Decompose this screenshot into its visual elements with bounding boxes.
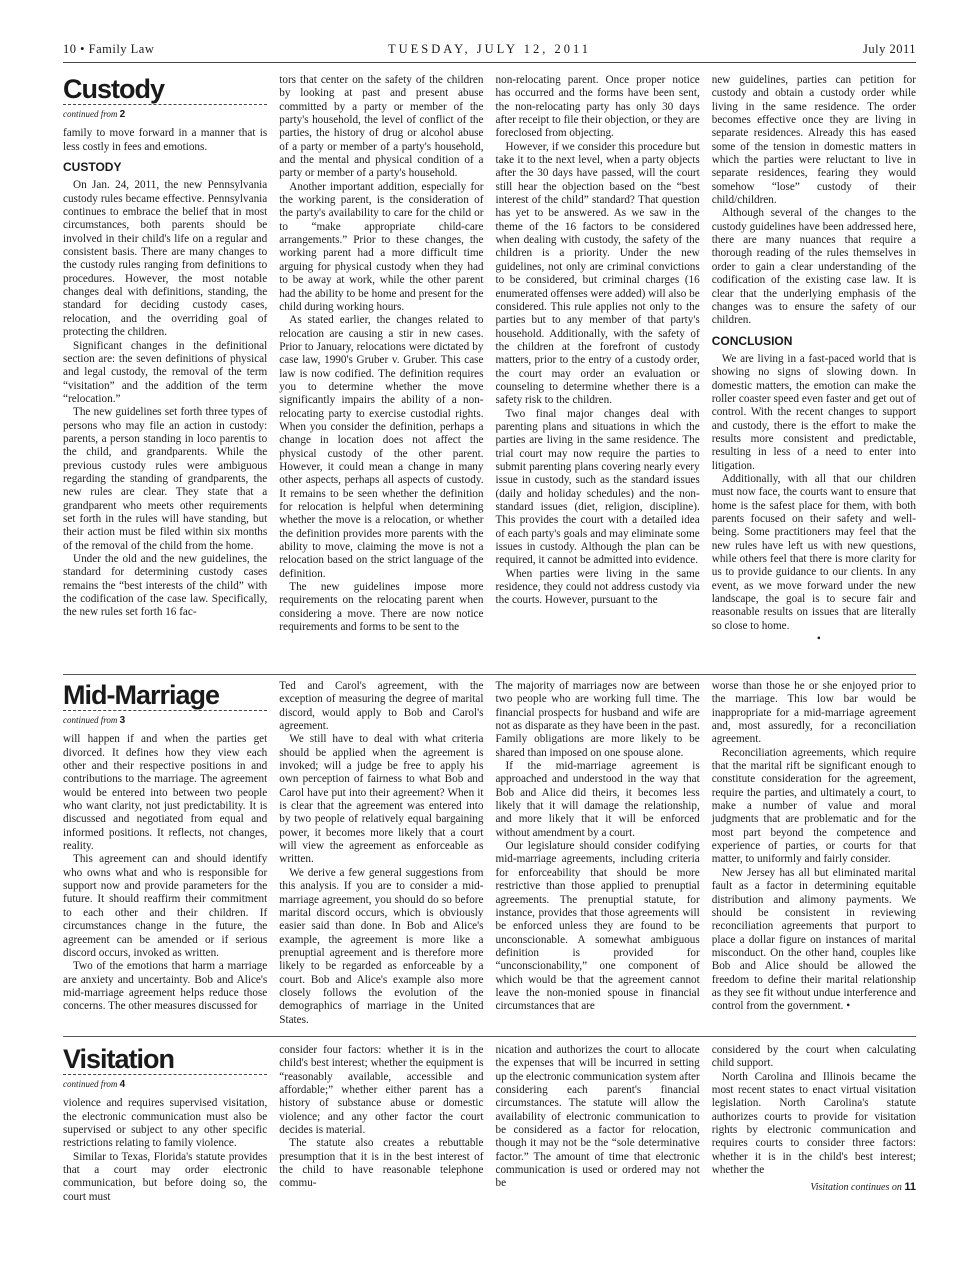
paragraph: worse than those he or she enjoyed prior to the marriage. This low bar would be inappropriate for a mid-marriage agreement and, most assuredly, for a reconciliation agreement. bbox=[711, 680, 916, 746]
custody-column-1 bbox=[63, 74, 267, 646]
header-issue: July 2011 bbox=[863, 42, 916, 56]
paragraph: will happen if and when the parties get divorced. It defines how they view each other and their respective positions in and contributions to the marriage. The agreement would be entered into between two people who want clarity, not just predictability. It is discussed and negotiated from equal and informed positions. It reflects, not changes, reality. bbox=[63, 733, 268, 853]
paragraph: We derive a few general suggestions from this analysis. If you are to consider a mid-marriage agreement, you should do so before marital discord occurs, which is obviously easier said than done. In Bob and Alice's example, the agreement is more like a prenuptial agreement and is therefore more likely to be regarded as enforceable by a court. Bob and Alice's example also more closely follows the evolution of the demographics of marriage in the United States. bbox=[279, 866, 484, 1026]
midmarriage-column-1 bbox=[63, 680, 267, 1027]
custody-column-2 bbox=[279, 74, 483, 646]
paragraph: New Jersey has all but eliminated marital fault as a factor in determining equitable distribution and alimony payments. We should be consistent in reviewing reconciliation agreements that purport to place a dollar figure on instances of marital misconduct. On the other hand, couples like Bob and Alice should be allowed the freedom to define their marital relationship as they see fit without undue interference and control from the government. • bbox=[711, 866, 916, 1013]
paragraph: The new guidelines impose more requirements on the relocating parent when considering a move. There are now notice requirements and forms to be sent to the bbox=[279, 581, 484, 634]
paragraph: Similar to Texas, Florida's statute provides that a court may order electronic communication, but before doing so, the court must bbox=[63, 1150, 268, 1203]
section-divider bbox=[63, 1036, 916, 1037]
paragraph: Two final major changes deal with parenting plans and situations in which the parties are living in the same residence. The trial court may now require the parties to submit parenting plans covering nearly every issue in custody, such as the standard issues (daily and holiday schedules) and the non-standard issues (diet, religion, discipline). This provides the court with a detailed idea of each party's goals and may eliminate some issues in custody. Although the plan can be required, it cannot be admitted into evidence. bbox=[495, 407, 700, 567]
midmarriage-column-3 bbox=[496, 680, 700, 1027]
paragraph: However, if we consider this procedure but take it to the next level, when a party objects after the 30 days have passed, will the court still hear the objection based on the “best interest of the child” standard? That question has yet to be answered. As we saw in the theme of the 16 factors to be considered when dealing with custody, the safety of the children is a priority. Under the new guidelines, not only are criminal convictions to be considered, but criminal charges (16 enumerated offenses were added) will also be considered. This rule applies not only to the parties but to any member of that party's household. Additionally, with the safety of the children at the forefront of custody matters, prior to the entry of a custody order, the court may order an evaluation or counseling to determine whether there is a safety risk to the children. bbox=[495, 140, 700, 407]
paragraph: violence and requires supervised visitation, the electronic communication must also be supervised or subject to any other specific restrictions relating to family violence. bbox=[63, 1097, 268, 1150]
paragraph: nication and authorizes the court to allocate the expenses that will be incurred in setting up the electronic communication system after considering each parent's financial circumstances. The statute will allow the availability of electronic communication to be considered as a factor for relocation, though it may not be the “sole determinative factor.” The amount of time that electronic communication is used or ordered may not be bbox=[495, 1044, 700, 1190]
paragraph: We are living in a fast-paced world that is showing no signs of slowing down. In domestic matters, the emotion can make the roller coaster speed even faster and get out of control. With the recent changes to support and custody, there is the effort to make the results more consistent and predictable, resulting in less of a need to enter into litigation. bbox=[711, 352, 916, 472]
paragraph: tors that center on the safety of the children by looking at past and present abuse committed by a party or member of the party's household, the level of conflict of the parties, the history of drug or alcohol abuse of a party or member of a party's household, and the mental and physical condition of a party or member of a party's household. bbox=[279, 74, 484, 180]
paragraph: new guidelines, parties can petition for custody and obtain a custody order while living in the same residence. The order becomes effective once they are living in separate residences. Already this has eased some of the tension in domestic matters in which the parties were reluctant to live in separate residences, fearing they would somehow “lose” custody of their child/children. bbox=[711, 74, 916, 207]
paragraph: The majority of marriages now are between two people who are working full time. The financial prospects for husband and wife are not as disparate as they have been in the past. Family obligations are more likely to be shared than imposed on one spouse alone. bbox=[495, 680, 700, 759]
visitation-title: Visitation bbox=[63, 1044, 175, 1074]
paragraph: Additionally, with all that our children must now face, the courts want to ensure that home is the safest place for them, with both parents focused on their safety and well-being. Some practitioners may feel that the new rules have left us with new questions, while others feel that there is more clarity for us to provide guidance to our clients. In any event, as we move forward under the new landscape, the goal is to secure fair and reasonable results on issues that are literally so close to home. bbox=[711, 472, 916, 632]
page-header bbox=[63, 40, 916, 63]
paragraph: When parties were living in the same residence, they could not address custody via the courts. However, pursuant to the bbox=[495, 567, 700, 607]
midmarriage-title: Mid-Marriage bbox=[63, 680, 220, 710]
visitation-article bbox=[63, 1044, 916, 1224]
continued-from-line: continued from 3 bbox=[63, 710, 267, 727]
paragraph: considered by the court when calculating child support. bbox=[711, 1044, 916, 1070]
paragraph: Under the old and the new guidelines, the standard for determining custody cases remains the “best interests of the child” with the codification of the case law. Specifically, the new rules set forth 16 fac- bbox=[63, 553, 268, 619]
paragraph: On Jan. 24, 2011, the new Pennsylvania custody rules became effective. Pennsylvania continues to embrace the belief that in most circumstances, both parents should be involved in their child's life on a regular and consistent basis. There are many changes to the custody rules ranging from definitions to procedures. However, the most notable changes deal with definitions, standing, the standard for deciding custody cases, relocation, and the overriding goal of protecting the children. bbox=[63, 179, 268, 339]
paragraph: This agreement can and should identify who owns what and who is responsible for support now and provide parameters for the future. It should reaffirm their commitment to each other and their children. If circumstances change in the future, the agreement can be amended or if serious discord occurs, invoked as written. bbox=[63, 853, 268, 959]
paragraph: Ted and Carol's agreement, with the exception of measuring the degree of marital discord, would apply to Bob and Carol's agreement. bbox=[279, 680, 484, 733]
midmarriage-column-2 bbox=[279, 680, 483, 1027]
header-date: TUESDAY, JULY 12, 2011 bbox=[387, 42, 592, 56]
section-divider bbox=[63, 674, 916, 675]
end-mark: • bbox=[816, 633, 821, 646]
continued-from-line: continued from 2 bbox=[63, 104, 267, 121]
continued-from-line: continued from 4 bbox=[63, 1074, 267, 1091]
paragraph: Reconciliation agreements, which require that the marital rift be significant enough to constitute consideration for the agreement, require the parties, and ultimately a court, to make a number of value and moral judgments that are problematic and for the most part beyond the competence and experience of parties, or courts for that matter, to uniformly and fairly consider. bbox=[711, 746, 916, 866]
paragraph: non-relocating parent. Once proper notice has occurred and the forms have been sent, the non-relocating party has only 30 days after receipt to file their objection, or they are foreclosed from objecting. bbox=[495, 74, 700, 140]
paragraph: The new guidelines set forth three types of persons who may file an action in custody: parents, a person standing in loco parentis to the child, and grandparents. While the previous custody rules were ambiguous regarding the standing of grandparents, the new rules are clear. They state that a grandparent who meets other requirements set forth in the rules will have standing, but their action must be filed within six months of the removal of the child from the home. bbox=[63, 406, 268, 552]
custody-column-3 bbox=[496, 74, 700, 646]
visitation-column-3 bbox=[496, 1044, 700, 1204]
paragraph: North Carolina and Illinois became the most recent states to enact virtual visitation legislation. North Carolina's statute authorizes courts to provide for visitation rights by electronic communication and requires courts to consider three factors: whether it is in the child's best interest; whether the bbox=[711, 1070, 916, 1177]
paragraph: Two of the emotions that harm a marriage are anxiety and uncertainty. Bob and Alice's mid-marriage agreement helps reduce those concerns. The other measures discussed for bbox=[63, 960, 268, 1013]
paragraph: As stated earlier, the changes related to relocation are causing a stir in new cases. Prior to January, relocations were dictated by case law, 1990's Gruber v. Gruber. This case law is now codified. The definition requires you to determine whether the move significantly impairs the ability of a non-relocating party to exercise custodial rights. When you consider the definition, perhaps a change in location does not affect the physical custody of the other parent. However, it could mean a change in many other aspects, perhaps all aspects of custody. It remains to be seen whether the definition for relocation is helpful when determining whether the move is a relocation, or whether the definition provides more parents with the ability to move, claiming the move is not a relocation based on the strict language of the definition. bbox=[279, 314, 484, 580]
midmarriage-article bbox=[63, 680, 916, 1030]
paragraph: We still have to deal with what criteria should be applied when the agreement is invoked; will a judge be free to apply his own perception of fairness to what Bob and Carol have put into their agreement? When it is clear that the agreement was entered into by two people of relatively equal bargaining power, it becomes more likely that a court will view the agreement as enforceable as written. bbox=[279, 733, 484, 866]
visitation-column-2 bbox=[279, 1044, 483, 1204]
paragraph: If the mid-marriage agreement is approached and understood in the way that Bob and Alice did theirs, it becomes less likely that it will damage the relationship, and more likely that it will be enforced without amendment by a court. bbox=[495, 760, 700, 839]
paragraph: family to move forward in a manner that is less costly in fees and emotions. bbox=[63, 127, 268, 153]
custody-column-4 bbox=[712, 74, 916, 646]
custody-article bbox=[63, 74, 916, 670]
visitation-column-1 bbox=[63, 1044, 267, 1204]
paragraph: consider four factors: whether it is in the child's best interest; whether the equipment is “reasonably available, accessible and affordable;” whether either parent has a history of substance abuse or domestic violence; and any other factor the court decides is material. bbox=[279, 1044, 484, 1137]
subheading-custody: CUSTODY bbox=[63, 160, 122, 175]
midmarriage-column-4 bbox=[712, 680, 916, 1027]
header-section-label: 10 • Family Law bbox=[63, 42, 155, 56]
paragraph: The statute also creates a rebuttable presumption that it is in the best interest of the child to have reasonable telephone commu- bbox=[279, 1137, 484, 1190]
visitation-column-4 bbox=[712, 1044, 916, 1204]
paragraph: Our legislature should consider codifying mid-marriage agreements, including criteria for enforceability that should be more restrictive than those applied to prenuptial agreements. The prenuptial statute, for instance, provides that those agreements will be enforced unless they are found to be unconscionable. A somewhat ambiguous definition is provided for “unconscionability,” one component of which would be that the agreement cannot leave the non-monied spouse in financial circumstances that are bbox=[495, 840, 700, 1013]
subheading-conclusion: CONCLUSION bbox=[711, 333, 793, 348]
jump-line: Visitation continues on 11 bbox=[810, 1181, 916, 1194]
custody-title: Custody bbox=[63, 74, 164, 104]
paragraph: Significant changes in the definitional section are: the seven definitions of physical and legal custody, the removal of the term “visitation” and the addition of the term “relocation.” bbox=[63, 339, 268, 405]
paragraph: Another important addition, especially for the working parent, is the consideration of the party's availability to care for the child or to “make appropriate child-care arrangements.” Prior to these changes, the working parent had a more difficult time arguing for physical custody when they had to be away at work, while the other parent had the ability to be home and present for the child during working hours. bbox=[279, 180, 484, 313]
paragraph: Although several of the changes to the custody guidelines have been addressed here, there are many nuances that require a thorough reading of the rules themselves in order to gain a clear understanding of the codification of the existing case law. It is clear that the underlying emphasis of the changes was to ensure the safety of our children. bbox=[711, 207, 916, 327]
